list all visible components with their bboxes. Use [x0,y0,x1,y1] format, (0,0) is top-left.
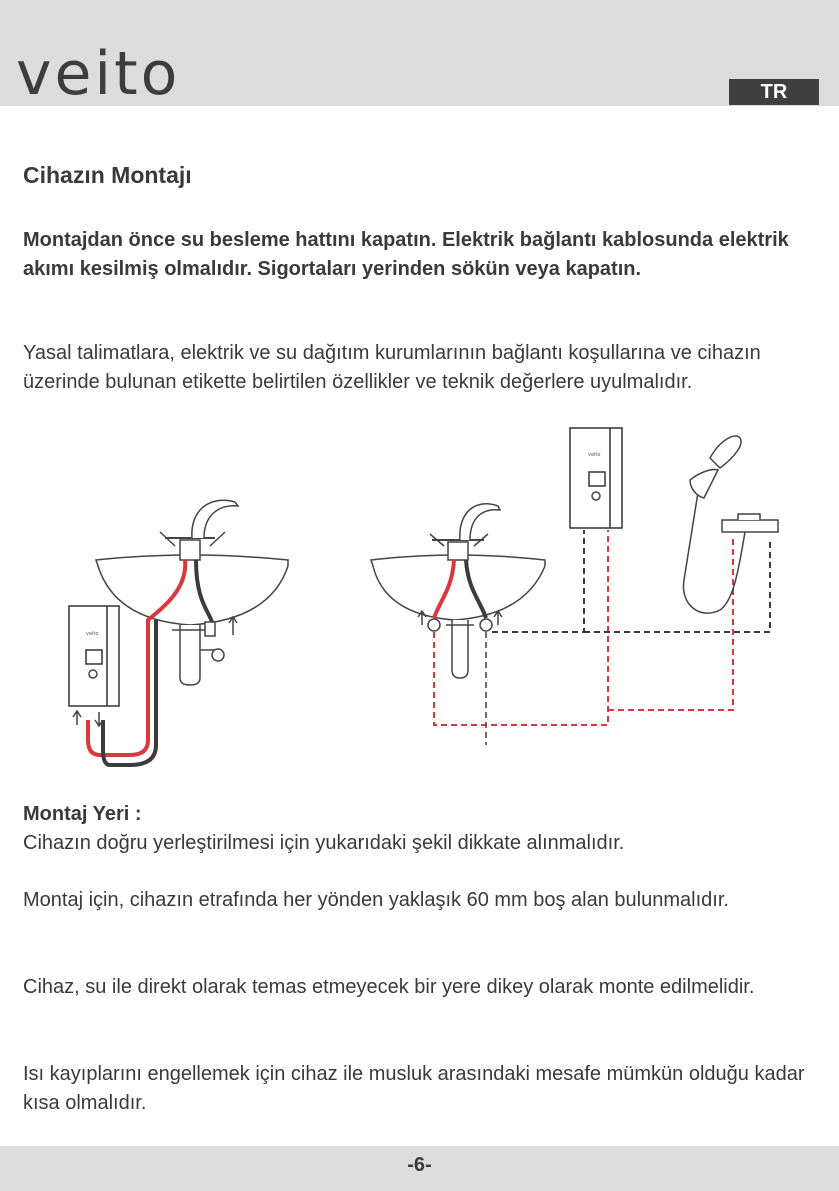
page-footer [0,1146,839,1191]
placement-paragraph-4: Isı kayıplarını engellemek için cihaz ile musluk arasındaki mesafe mümkün olduğu kadar kısa olmalıdır. [23,1063,805,1114]
safety-warning: Montajdan önce su besleme hattını kapatın. Elektrik bağlantı kablosunda elektrik akımı kesilmiş olmalıdır. Sigortaları yerinden sökün veya kapatın. [23,229,789,280]
placement-paragraph-1: Cihazın doğru yerleştirilmesi için yukarıdaki şekil dikkate alınmalıdır. [23,832,625,854]
placement-paragraph-3: Cihaz, su ile direkt olarak temas etmeyecek bir yere dikey olarak monte edilmelidir. [23,976,755,998]
placement-title: Montaj Yeri : [23,803,142,825]
undersink-installation [69,500,288,765]
page-header [0,0,839,109]
brand-logo: veito [16,39,181,109]
section-title: Cihazın Montajı [23,162,192,188]
placement-paragraph-2: Montaj için, cihazın etrafında her yönden yaklaşık 60 mm boş alan bulunmalıdır. [23,889,729,911]
svg-text:veito: veito [588,452,601,458]
page-number: -6- [407,1154,432,1176]
language-badge: TR [729,79,819,105]
intro-paragraph: Yasal talimatlara, elektrik ve su dağıtım kurumlarının bağlantı koşullarına ve cihazın üzerinde bulunan etikette belirtilen özellikler ve teknik değerlere uyulmalıdır. [23,342,761,393]
svg-text:veito: veito [86,631,99,637]
installation-diagram [0,420,839,780]
wall-installation [371,428,778,745]
